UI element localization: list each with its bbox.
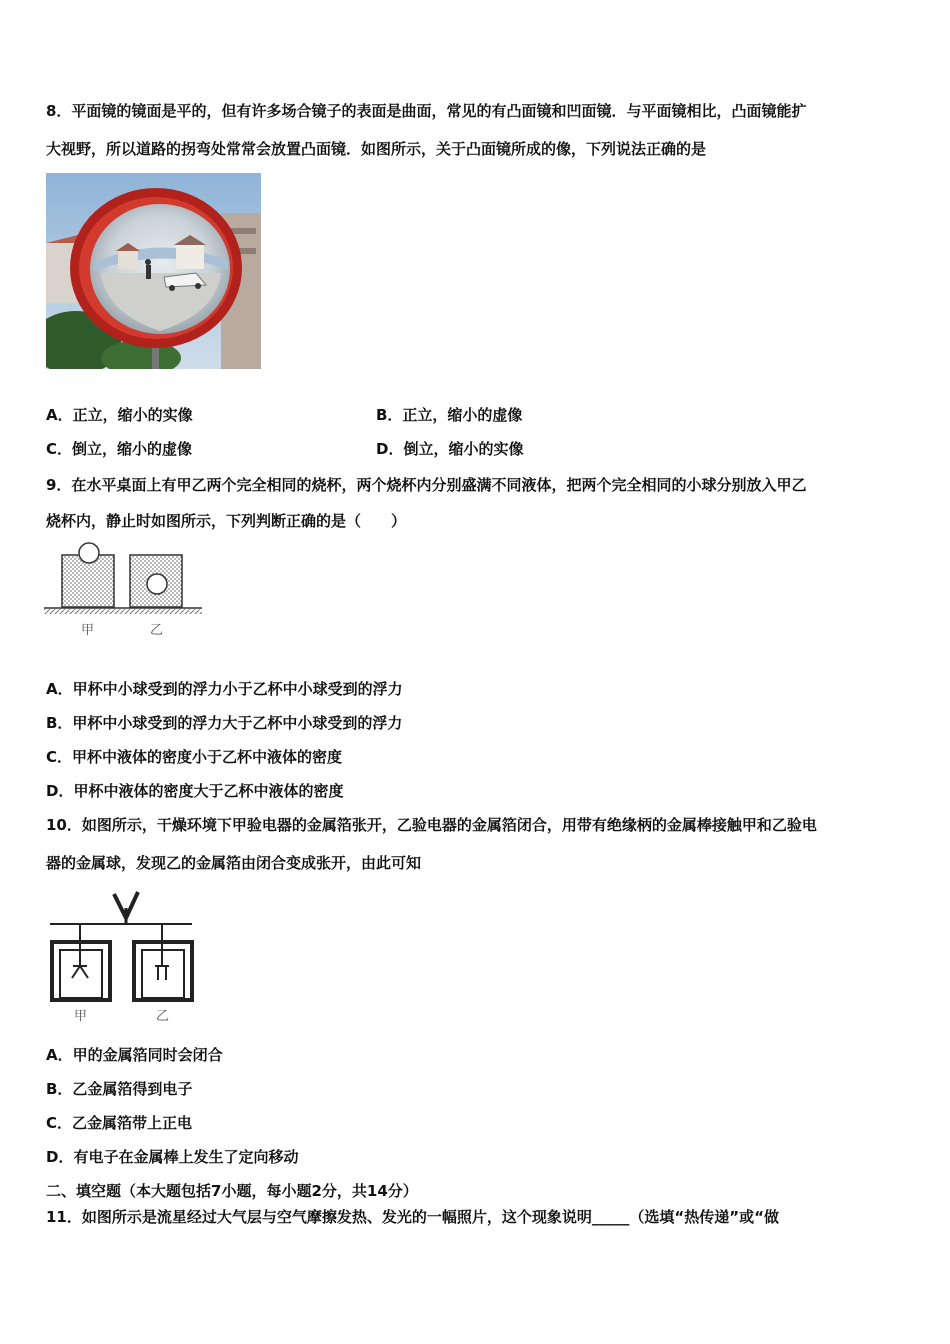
q8-option-b: B．正立，缩小的虚像 — [376, 406, 523, 424]
q10-option-a: A．甲的金属箔同时会闭合 — [46, 1046, 223, 1064]
beakers-figure — [44, 540, 209, 643]
q9-figure-label-jia: 甲 — [81, 623, 95, 638]
q9-option-a: A．甲杯中小球受到的浮力小于乙杯中小球受到的浮力 — [46, 680, 403, 698]
q10-option-b: B．乙金属箔得到电子 — [46, 1080, 193, 1098]
q11-stem-line1: 11．如图所示是流星经过大气层与空气摩擦发热、发光的一幅照片，这个现象说明_____（选填“热传递”或“做 — [46, 1208, 779, 1226]
q10-figure-label-jia: 甲 — [74, 1009, 88, 1024]
q8-stem-line2: 大视野，所以道路的拐弯处常常会放置凸面镜．如图所示，关于凸面镜所成的像，下列说法正确的是 — [46, 140, 707, 158]
electroscopes-figure — [46, 886, 196, 1006]
q10-figure-label-yi: 乙 — [156, 1009, 170, 1024]
q10-option-d: D．有电子在金属棒上发生了定向移动 — [46, 1148, 299, 1166]
section-title: 二、填空题（本大题包括7小题，每小题2分，共14分） — [46, 1182, 418, 1200]
q8-option-d: D．倒立，缩小的实像 — [376, 440, 524, 458]
q10-stem-line1: 10．如图所示，干燥环境下甲验电器的金属箔张开，乙验电器的金属箔闭合，用带有绝缘柄的金属棒接触甲和乙验电 — [46, 816, 817, 834]
q9-figure-label-yi: 乙 — [150, 623, 164, 638]
q9-option-b: B．甲杯中小球受到的浮力大于乙杯中小球受到的浮力 — [46, 714, 403, 732]
q8-option-c: C．倒立，缩小的虚像 — [46, 440, 193, 458]
q9-option-c: C．甲杯中液体的密度小于乙杯中液体的密度 — [46, 748, 343, 766]
convex-mirror-photo — [46, 173, 261, 369]
q8-option-a: A．正立，缩小的实像 — [46, 406, 193, 424]
q9-stem-line1: 9．在水平桌面上有甲乙两个完全相同的烧杯，两个烧杯内分别盛满不同液体，把两个完全相同的小球分别放入甲乙 — [46, 476, 807, 494]
q8-stem-line1: 8．平面镜的镜面是平的，但有许多场合镜子的表面是曲面，常见的有凸面镜和凹面镜．与平面镜相比，凸面镜能扩 — [46, 102, 807, 120]
q9-option-d: D．甲杯中液体的密度大于乙杯中液体的密度 — [46, 782, 344, 800]
q10-option-c: C．乙金属箔带上正电 — [46, 1114, 193, 1132]
q9-stem-line2: 烧杯内，静止时如图所示，下列判断正确的是（ ） — [46, 512, 407, 530]
q10-stem-line2: 器的金属球，发现乙的金属箔由闭合变成张开，由此可知 — [46, 854, 422, 872]
